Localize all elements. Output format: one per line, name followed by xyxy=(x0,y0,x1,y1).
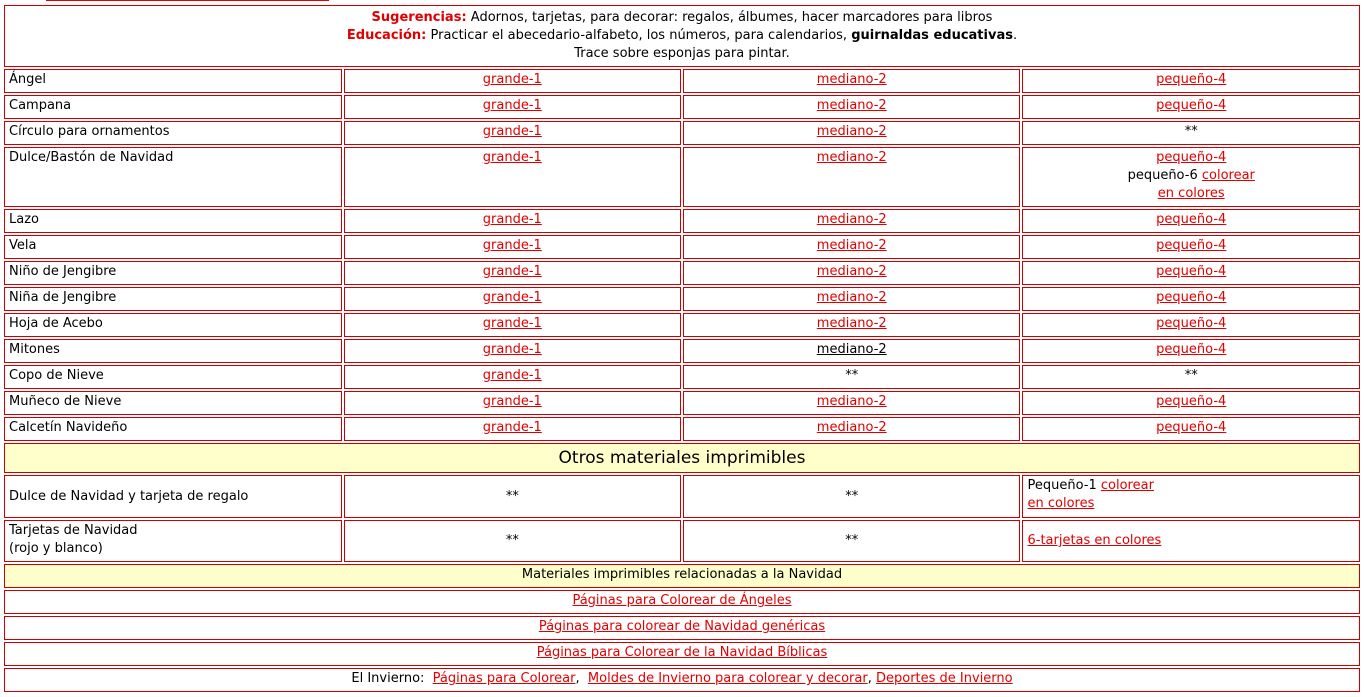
item-name: Niña de Jengibre xyxy=(4,287,342,311)
medium-link[interactable]: mediano-2 xyxy=(816,212,887,227)
other-materials-header: Otros materiales imprimibles xyxy=(4,443,1360,473)
sugerencias-label: Sugerencias: xyxy=(371,10,467,25)
small-link[interactable]: pequeño-4 xyxy=(1156,316,1227,331)
related-header: Materiales imprimibles relacionadas a la Navidad xyxy=(4,564,1360,588)
unavailable-mark: ** xyxy=(1022,365,1360,389)
large-link[interactable]: grande-1 xyxy=(482,72,542,87)
item-name: Muñeco de Nieve xyxy=(4,391,342,415)
educacion-text: Practicar el abecedario-alfabeto, los números, para calendarios, xyxy=(426,28,852,43)
medium-link[interactable]: mediano-2 xyxy=(816,394,887,409)
large-link[interactable]: grande-1 xyxy=(482,420,542,435)
table-row xyxy=(4,235,1360,259)
table-row xyxy=(4,147,1360,207)
small-cell xyxy=(1022,147,1360,207)
large-link[interactable]: grande-1 xyxy=(482,394,542,409)
medium-link[interactable]: mediano-2 xyxy=(816,98,887,113)
large-link[interactable]: grande-1 xyxy=(482,212,542,227)
sugerencias-text: Adornos, tarjetas, para decorar: regalos, álbumes, hacer marcadores para libros xyxy=(466,10,993,25)
large-link[interactable]: grande-1 xyxy=(482,368,542,383)
table-row xyxy=(4,339,1360,363)
item-name: Copo de Nieve xyxy=(4,365,342,389)
winter-cell: El Invierno: Páginas para Colorear, Moldes de Invierno para colorear y decorar, Deportes de Invierno xyxy=(4,668,1360,692)
small-extra-prefix: pequeño-6 xyxy=(1127,168,1202,183)
educacion-end: . xyxy=(1012,28,1018,43)
table-row xyxy=(4,313,1360,337)
unavailable-mark: ** xyxy=(344,520,681,562)
table-row xyxy=(4,365,1360,389)
large-link[interactable]: grande-1 xyxy=(482,316,542,331)
large-link[interactable]: grande-1 xyxy=(482,264,542,279)
related-materials-table xyxy=(2,562,1362,694)
small-link[interactable]: pequeño-4 xyxy=(1156,98,1227,113)
large-link[interactable]: grande-1 xyxy=(482,342,542,357)
large-link[interactable]: grande-1 xyxy=(482,98,542,113)
en-colores-link[interactable]: en colores xyxy=(1027,496,1095,511)
generic-christmas-coloring-link[interactable]: Páginas para colorear de Navidad genéricas xyxy=(538,619,826,634)
table-row xyxy=(4,475,1360,518)
educacion-label: Educación: xyxy=(346,28,427,43)
winter-label: El Invierno: xyxy=(351,671,425,686)
small-link[interactable]: pequeño-4 xyxy=(1156,264,1227,279)
medium-link[interactable]: mediano-2 xyxy=(816,150,887,165)
winter-coloring-link[interactable]: Páginas para Colorear xyxy=(432,671,576,686)
item-name: Niño de Jengibre xyxy=(4,261,342,285)
table-row xyxy=(4,520,1360,562)
item-name: Hoja de Acebo xyxy=(4,313,342,337)
unavailable-mark: ** xyxy=(683,475,1020,518)
medium-link[interactable]: mediano-2 xyxy=(816,316,887,331)
table-row xyxy=(4,261,1360,285)
educacion-bold: guirnaldas educativas xyxy=(851,28,1013,43)
unavailable-mark: ** xyxy=(683,365,1020,389)
table-row xyxy=(4,209,1360,233)
item-name: Tarjetas de Navidad xyxy=(9,523,138,538)
item-name: Dulce/Bastón de Navidad xyxy=(4,147,342,207)
table-row xyxy=(4,417,1360,441)
small-link[interactable]: pequeño-4 xyxy=(1156,342,1227,357)
medium-link[interactable]: mediano-2 xyxy=(816,342,887,357)
item-name-cell xyxy=(4,520,342,562)
small-link[interactable]: pequeño-4 xyxy=(1156,212,1227,227)
medium-link[interactable]: mediano-2 xyxy=(816,420,887,435)
item-name: Ángel xyxy=(4,69,342,93)
table-row xyxy=(4,95,1360,119)
medium-link[interactable]: mediano-2 xyxy=(816,290,887,305)
small-link[interactable]: pequeño-4 xyxy=(1156,420,1227,435)
large-link[interactable]: grande-1 xyxy=(482,290,542,305)
unavailable-mark: ** xyxy=(683,520,1020,562)
unavailable-mark: ** xyxy=(344,475,681,518)
item-name: Campana xyxy=(4,95,342,119)
small-link[interactable]: pequeño-4 xyxy=(1156,290,1227,305)
trace-text: Trace sobre esponjas para pintar. xyxy=(574,46,790,61)
medium-link[interactable]: mediano-2 xyxy=(816,72,887,87)
medium-link[interactable]: mediano-2 xyxy=(816,238,887,253)
medium-link[interactable]: mediano-2 xyxy=(816,264,887,279)
table-row xyxy=(4,69,1360,93)
small-link[interactable]: pequeño-4 xyxy=(1156,150,1227,165)
cards-link[interactable]: 6-tarjetas en colores xyxy=(1027,533,1162,548)
colorear-link[interactable]: colorear xyxy=(1201,168,1255,183)
item-name-sub: (rojo y blanco) xyxy=(9,541,103,556)
biblical-christmas-coloring-link[interactable]: Páginas para Colorear de la Navidad Bíblicas xyxy=(536,645,828,660)
top-cut-link-underline xyxy=(46,0,329,1)
intro-cell xyxy=(4,5,1360,67)
item-name: Dulce de Navidad y tarjeta de regalo xyxy=(4,475,342,518)
winter-sports-link[interactable]: Deportes de Invierno xyxy=(875,671,1013,686)
large-link[interactable]: grande-1 xyxy=(482,238,542,253)
unavailable-mark: ** xyxy=(1022,121,1360,145)
small-link[interactable]: pequeño-4 xyxy=(1156,238,1227,253)
table-row xyxy=(4,287,1360,311)
item-name: Mitones xyxy=(4,339,342,363)
table-row xyxy=(4,121,1360,145)
colorear-link[interactable]: colorear xyxy=(1100,478,1154,493)
large-link[interactable]: grande-1 xyxy=(482,124,542,139)
large-link[interactable]: grande-1 xyxy=(482,150,542,165)
angels-coloring-link[interactable]: Páginas para Colorear de Ángeles xyxy=(572,593,792,608)
small-link[interactable]: pequeño-4 xyxy=(1156,72,1227,87)
item-name: Lazo xyxy=(4,209,342,233)
small-cell xyxy=(1022,475,1360,518)
small-link[interactable]: pequeño-4 xyxy=(1156,394,1227,409)
item-name: Calcetín Navideño xyxy=(4,417,342,441)
item-name: Círculo para ornamentos xyxy=(4,121,342,145)
medium-link[interactable]: mediano-2 xyxy=(816,124,887,139)
winter-patterns-link[interactable]: Moldes de Invierno para colorear y decorar xyxy=(587,671,868,686)
en-colores-link[interactable]: en colores xyxy=(1157,186,1225,201)
item-name: Vela xyxy=(4,235,342,259)
patterns-table xyxy=(2,3,1362,564)
small-prefix: Pequeño-1 xyxy=(1027,478,1101,493)
table-row xyxy=(4,391,1360,415)
